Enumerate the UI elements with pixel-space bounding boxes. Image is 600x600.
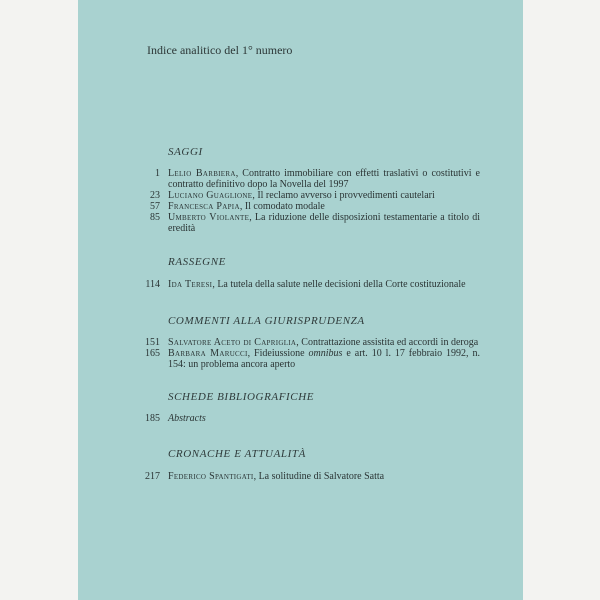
toc-entry [140, 413, 480, 424]
toc-entry [140, 190, 480, 201]
entry-author: Federico Spantigati [168, 471, 254, 482]
entry-text [168, 471, 480, 482]
entry-text [168, 413, 480, 424]
entry-title: , Il comodato modale [239, 201, 325, 212]
entry-text [168, 190, 480, 201]
toc-entry [140, 168, 480, 190]
toc-entry [140, 279, 480, 290]
entry-page-number: 1 [155, 168, 160, 179]
section-title-cronache: CRONACHE E ATTUALITÀ [168, 448, 306, 460]
entry-text [168, 212, 480, 234]
entry-text [168, 348, 480, 370]
section-title-schede: SCHEDE BIBLIOGRAFICHE [168, 391, 315, 403]
entry-page-number: 185 [145, 413, 160, 424]
entry-page-number: 57 [150, 201, 160, 212]
section-title-rassegne: RASSEGNE [168, 256, 226, 268]
entry-title: , La tutela della salute nelle decisioni della Corte costituzionale [212, 279, 466, 290]
entry-title: , La solitudine di Salvatore Satta [253, 471, 385, 482]
entry-author: Umberto Violante [168, 212, 250, 223]
entry-title: , Fideiussione [247, 348, 309, 359]
entry-author: Salvatore Aceto di Capriglia [168, 337, 297, 348]
toc-entry [140, 212, 480, 234]
entry-author: Luciano Guaglione [168, 190, 253, 201]
toc-entry [140, 348, 480, 370]
section-title-commenti: COMMENTI ALLA GIURISPRUDENZA [168, 315, 365, 327]
entry-page-number: 23 [150, 190, 160, 201]
toc-entry [140, 201, 480, 212]
entry-author: Barbara Marucci [168, 348, 248, 359]
entry-title-rest: e art. 10 l. 17 febbraio 1992, n. 154: un problema ancora aperto [168, 348, 480, 370]
entry-page-number: 114 [145, 279, 160, 290]
entry-text [168, 279, 480, 290]
entry-text [168, 201, 480, 212]
entry-title: , Contrattazione assistita ed accordi in deroga [296, 337, 479, 348]
entry-title: , Il reclamo avverso i provvedimenti cautelari [252, 190, 435, 201]
entry-author: Lelio Barbiera [168, 168, 236, 179]
entry-page-number: 85 [150, 212, 160, 223]
entry-author: Francesca Papia [168, 201, 240, 212]
entry-title: , La riduzione delle disposizioni testamentarie a titolo di eredità [168, 212, 481, 234]
index-heading: Indice analitico del 1° numero [147, 43, 293, 57]
entry-title: , Contratto immobiliare con effetti traslativi o costitutivi e contratto definitivo dopo la Novella del 1997 [168, 168, 480, 190]
journal-page [78, 0, 523, 600]
entry-text [168, 337, 480, 348]
section-title-saggi: SAGGI [168, 146, 203, 158]
entry-page-number: 217 [145, 471, 160, 482]
entry-page-number: 151 [145, 337, 160, 348]
entry-page-number: 165 [145, 348, 160, 359]
entry-title-italic: Abstracts [168, 413, 206, 424]
entry-author: Ida Teresi [168, 279, 213, 290]
entry-text [168, 168, 480, 190]
toc-entry [140, 337, 480, 348]
entry-title-italic: omnibus [308, 348, 343, 359]
toc-entry [140, 471, 480, 482]
